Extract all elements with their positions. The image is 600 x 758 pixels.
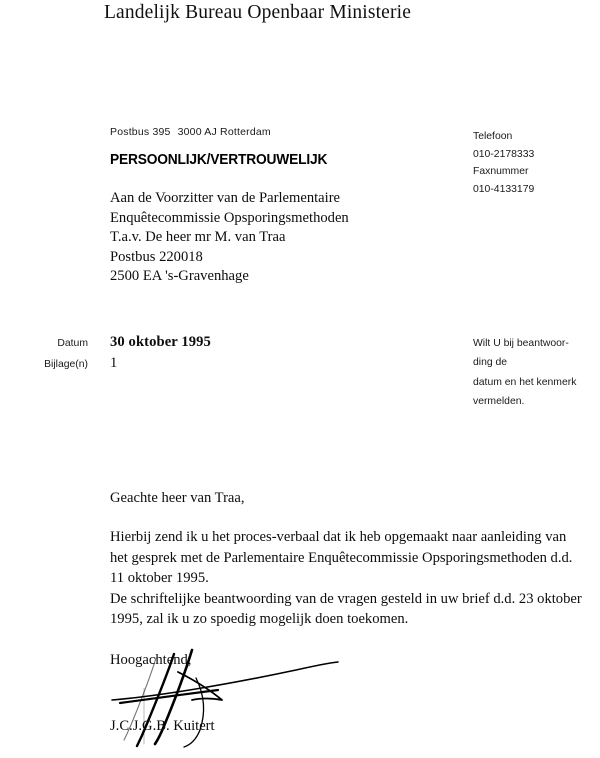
salutation: Geachte heer van Traa, [110, 490, 245, 506]
return-address-city: 3000 AJ Rotterdam [177, 126, 271, 138]
body-line: De schriftelijke beantwoording van de vragen gesteld in uw brief d.d. 23 oktober [110, 590, 582, 607]
reply-notice-line: Wilt U bij beantwoor- [473, 338, 569, 349]
reply-notice-line: ding de [473, 357, 508, 369]
body-paragraph [110, 527, 580, 589]
reply-notice-line: datum en het kenmerk [473, 376, 577, 388]
reply-notice [473, 334, 595, 412]
body-text [110, 527, 580, 630]
return-address [110, 126, 271, 138]
reply-notice-line: vermelden. [473, 396, 525, 408]
meta-value-date: 30 oktober 1995 [110, 334, 211, 350]
contact-fax-number: 010-4133179 [473, 183, 535, 195]
addressee-line: Aan de Voorzitter van de Parlementaire [110, 190, 341, 206]
addressee-block [110, 189, 349, 287]
body-line: Hierbij zend ik u het proces-verbaal dat ik heb opgemaakt naar aanleiding van [110, 529, 567, 545]
body-line: 11 oktober 1995. [110, 570, 209, 587]
addressee-line: T.a.v. De heer mr M. van Traa [110, 229, 286, 246]
addressee-line: 2500 EA 's-Gravenhage [110, 268, 249, 285]
contact-phone-number: 010-2178333 [473, 148, 535, 160]
body-paragraph [110, 589, 580, 630]
meta-labels [0, 334, 88, 375]
closing-salutation: Hoogachtend, [110, 652, 192, 668]
body-line: het gesprek met de Parlementaire Enquêtecommissie Opsporingsmethoden d.d. [110, 549, 573, 566]
meta-value-attachments: 1 [110, 354, 118, 371]
meta-values [110, 332, 211, 373]
contact-block [473, 128, 534, 198]
addressee-line: Postbus 220018 [110, 248, 203, 265]
letterhead-title: Landelijk Bureau Openbaar Ministerie [104, 2, 412, 23]
meta-label-date: Datum [57, 338, 88, 349]
contact-phone-label: Telefoon [473, 131, 513, 142]
body-line: 1995, zal ik u zo spoedig mogelijk doen toekomen. [110, 611, 409, 628]
addressee-line: Enquêtecommissie Opsporingsmethoden [110, 209, 349, 226]
contact-fax-label: Faxnummer [473, 166, 529, 178]
meta-label-attachments: Bijlage(n) [44, 358, 88, 370]
signer-name: J.C.J.G.B. Kuitert [110, 718, 215, 734]
confidential-stamp: PERSOONLIJK/VERTROUWELIJK [110, 152, 328, 168]
return-address-postbus: Postbus 395 [110, 126, 171, 138]
